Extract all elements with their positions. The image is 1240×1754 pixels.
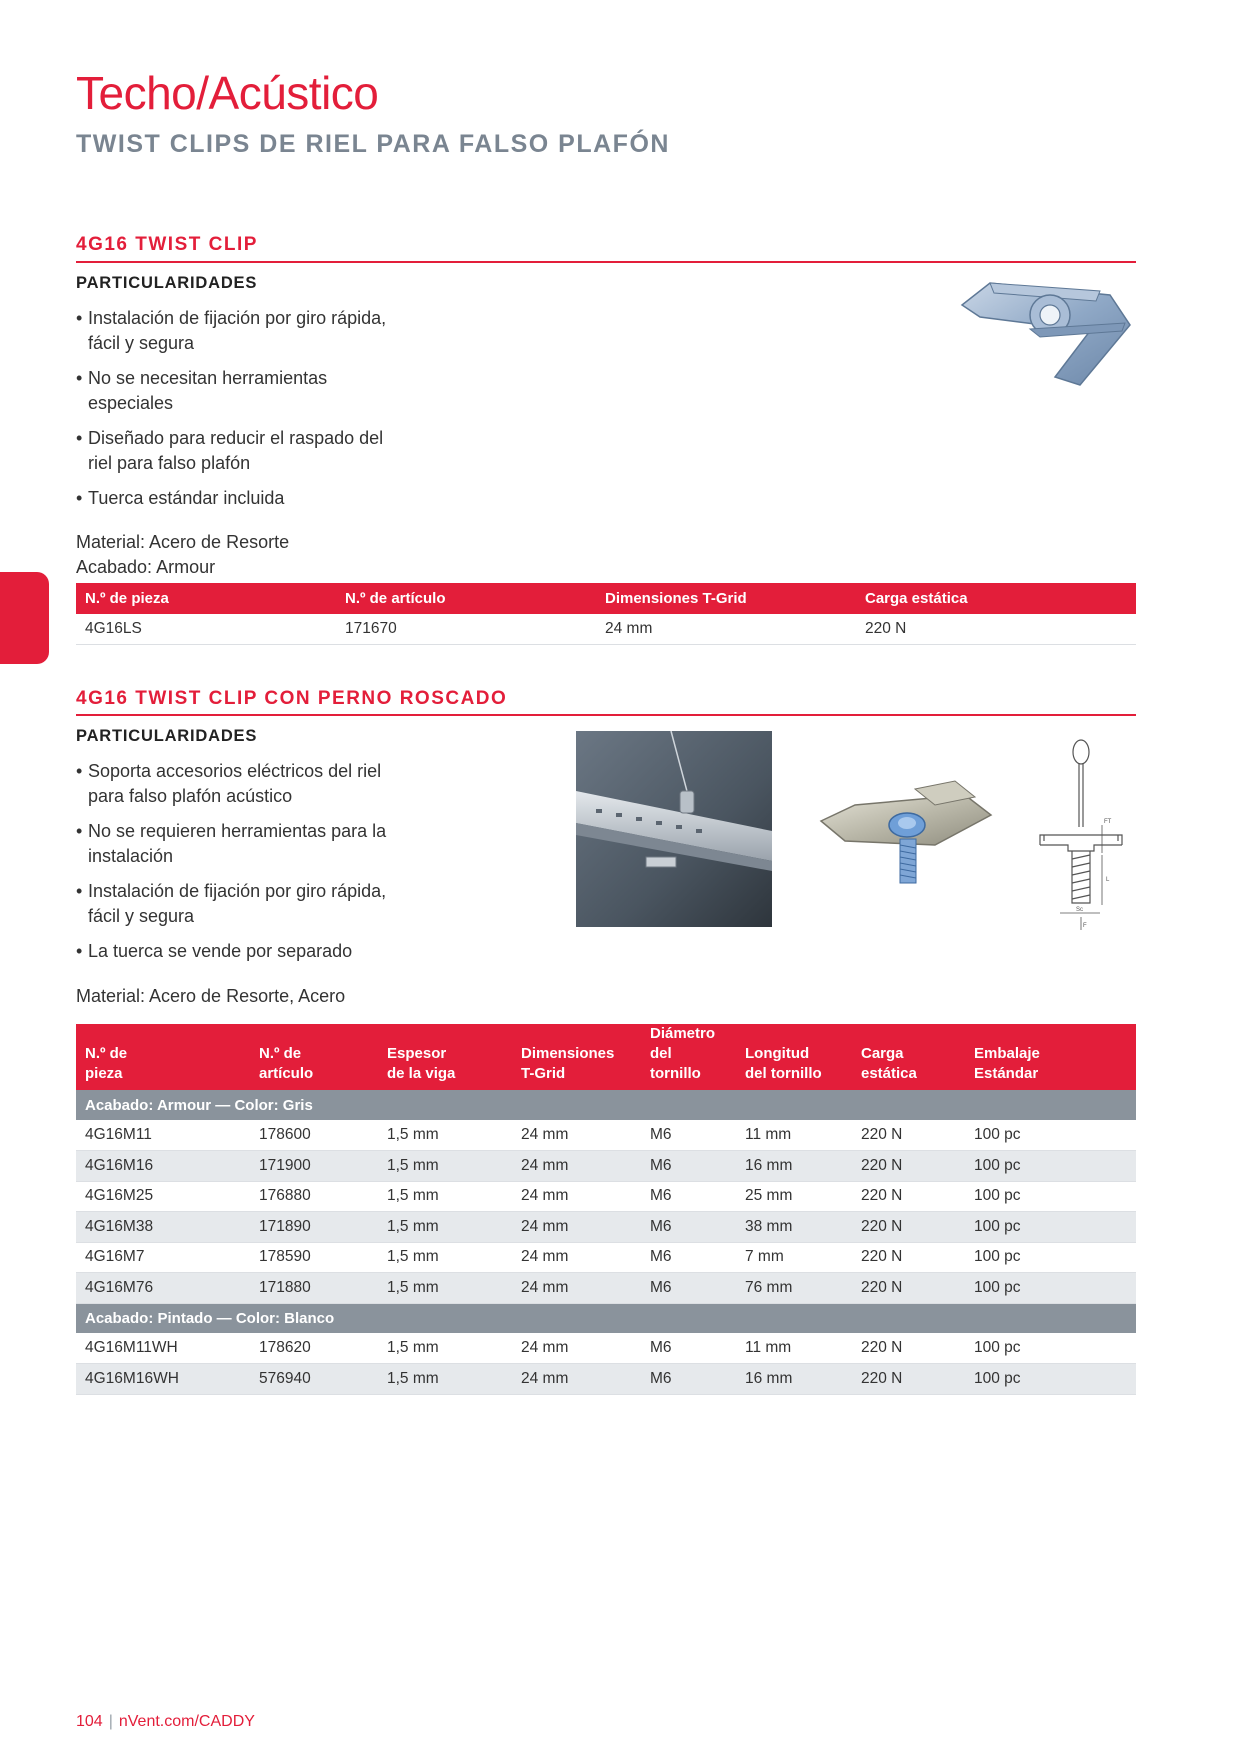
table-cell: 4G16M7 xyxy=(76,1242,250,1273)
table-cell: 24 mm xyxy=(512,1364,641,1395)
table-cell: 171670 xyxy=(336,614,596,645)
drawing-label-f: F xyxy=(1083,923,1087,929)
column-header: N.º de artículo xyxy=(336,583,596,614)
column-header: Longitud del tornillo xyxy=(736,1024,852,1090)
column-header: Diámetro del tornillo xyxy=(641,1024,736,1090)
table-cell: 100 pc xyxy=(965,1333,1136,1364)
table-cell: M6 xyxy=(641,1242,736,1273)
table-cell: 76 mm xyxy=(736,1273,852,1304)
table-group-row xyxy=(76,1303,1136,1333)
table-cell: 4G16M16WH xyxy=(76,1364,250,1395)
table-cell: 24 mm xyxy=(512,1273,641,1304)
table-cell: 24 mm xyxy=(512,1151,641,1182)
column-header: N.º de artículo xyxy=(250,1024,378,1090)
drawing-label-l: L xyxy=(1106,877,1110,883)
table-cell: 24 mm xyxy=(512,1181,641,1212)
feature-item: • Soporta accesorios eléctricos del riel para falso plafón acústico xyxy=(76,759,396,809)
table-row xyxy=(76,1364,1136,1395)
section1-spec-table xyxy=(76,583,1136,645)
table-cell: 1,5 mm xyxy=(378,1120,512,1151)
table-cell: 178620 xyxy=(250,1333,378,1364)
table-cell: 220 N xyxy=(852,1181,965,1212)
table-cell: 100 pc xyxy=(965,1151,1136,1182)
footer-url-link[interactable]: nVent.com/CADDY xyxy=(118,1713,255,1730)
table-cell: 4G16M76 xyxy=(76,1273,250,1304)
column-header: N.º de pieza xyxy=(76,583,336,614)
page-footer xyxy=(76,1713,255,1731)
table-cell: 1,5 mm xyxy=(378,1273,512,1304)
table-cell: M6 xyxy=(641,1364,736,1395)
technical-drawing xyxy=(1030,735,1140,930)
table-cell: 24 mm xyxy=(512,1120,641,1151)
table-cell: 1,5 mm xyxy=(378,1333,512,1364)
section1-finish: Acabado: Armour xyxy=(76,557,216,577)
table-cell: 1,5 mm xyxy=(378,1181,512,1212)
table-cell: 178600 xyxy=(250,1120,378,1151)
column-header: Embalaje Estándar xyxy=(965,1024,1136,1090)
table-cell: 1,5 mm xyxy=(378,1364,512,1395)
section1-material: Material: Acero de Resorte xyxy=(76,532,290,552)
table-cell: 4G16LS xyxy=(76,614,336,645)
section1-divider xyxy=(76,261,1136,263)
table-row xyxy=(76,1242,1136,1273)
section2-spec-table xyxy=(76,1024,1136,1395)
table-cell: M6 xyxy=(641,1120,736,1151)
feature-item: • Diseñado para reducir el raspado del riel para falso plafón xyxy=(76,426,396,476)
section1-feature-list xyxy=(76,306,396,521)
table-cell: 100 pc xyxy=(965,1120,1136,1151)
table-cell: M6 xyxy=(641,1151,736,1182)
section1-title: 4G16 TWIST CLIP xyxy=(76,234,258,255)
section2-material: Material: Acero de Resorte, Acero xyxy=(76,986,346,1006)
table-cell: 100 pc xyxy=(965,1242,1136,1273)
feature-item: • Tuerca estándar incluida xyxy=(76,486,396,511)
table-row xyxy=(76,1333,1136,1364)
table-cell: M6 xyxy=(641,1273,736,1304)
page-subtitle: TWIST CLIPS DE RIEL PARA FALSO PLAFÓN xyxy=(76,130,670,158)
table-cell: 1,5 mm xyxy=(378,1212,512,1243)
table-cell: 220 N xyxy=(852,1273,965,1304)
table-row xyxy=(76,1181,1136,1212)
table-cell: M6 xyxy=(641,1333,736,1364)
column-header: Carga estática xyxy=(852,1024,965,1090)
table-cell: 4G16M11WH xyxy=(76,1333,250,1364)
table-cell: 220 N xyxy=(852,1364,965,1395)
section2-divider xyxy=(76,714,1136,716)
table-cell: 38 mm xyxy=(736,1212,852,1243)
table-cell: 7 mm xyxy=(736,1242,852,1273)
table-cell: 1,5 mm xyxy=(378,1242,512,1273)
table-cell: 220 N xyxy=(852,1120,965,1151)
twist-clip-product-image xyxy=(950,265,1150,405)
page-title: Techo/Acústico xyxy=(76,67,379,119)
table-cell: 4G16M25 xyxy=(76,1181,250,1212)
table-cell: 178590 xyxy=(250,1242,378,1273)
table-cell: 100 pc xyxy=(965,1364,1136,1395)
table-cell: 24 mm xyxy=(512,1333,641,1364)
section2-title: 4G16 TWIST CLIP CON PERNO ROSCADO xyxy=(76,688,508,709)
table-cell: 24 mm xyxy=(512,1212,641,1243)
section2-features-heading: PARTICULARIDADES xyxy=(76,727,258,745)
group-label: Acabado: Armour — Color: Gris xyxy=(76,1090,1136,1120)
table-row xyxy=(76,1212,1136,1243)
table-cell: 220 N xyxy=(852,1151,965,1182)
column-header: Dimensiones T-Grid xyxy=(512,1024,641,1090)
section2-feature-list xyxy=(76,759,396,974)
column-header: Carga estática xyxy=(856,583,1136,614)
footer-separator: | xyxy=(108,1713,113,1730)
section1-features-heading: PARTICULARIDADES xyxy=(76,274,258,292)
feature-item: • Instalación de fijación por giro rápida, fácil y segura xyxy=(76,306,396,356)
table-cell: 100 pc xyxy=(965,1273,1136,1304)
table-cell: 11 mm xyxy=(736,1120,852,1151)
table-cell: M6 xyxy=(641,1181,736,1212)
group-label: Acabado: Pintado — Color: Blanco xyxy=(76,1303,1136,1333)
table-cell: 25 mm xyxy=(736,1181,852,1212)
feature-item: • La tuerca se vende por separado xyxy=(76,939,396,964)
table-group-row xyxy=(76,1090,1136,1120)
table-cell: 24 mm xyxy=(512,1242,641,1273)
table-row xyxy=(76,1273,1136,1304)
table-row xyxy=(76,1120,1136,1151)
page-number: 104 xyxy=(76,1713,103,1730)
table-cell: 1,5 mm xyxy=(378,1151,512,1182)
table-cell: 4G16M11 xyxy=(76,1120,250,1151)
table-cell: 176880 xyxy=(250,1181,378,1212)
table-row xyxy=(76,614,1136,645)
drawing-label-ft: FT xyxy=(1104,819,1112,825)
table-cell: 171900 xyxy=(250,1151,378,1182)
table-cell: M6 xyxy=(641,1212,736,1243)
table-cell: 171880 xyxy=(250,1273,378,1304)
table-cell: 220 N xyxy=(852,1212,965,1243)
table-cell: 4G16M16 xyxy=(76,1151,250,1182)
drawing-label-sc: Sc xyxy=(1076,907,1084,913)
table-cell: 24 mm xyxy=(596,614,856,645)
table-cell: 16 mm xyxy=(736,1364,852,1395)
installation-photo xyxy=(576,731,772,927)
column-header: Dimensiones T-Grid xyxy=(596,583,856,614)
table-cell: 220 N xyxy=(856,614,1136,645)
table-cell: 100 pc xyxy=(965,1212,1136,1243)
table-cell: 16 mm xyxy=(736,1151,852,1182)
table-cell: 220 N xyxy=(852,1333,965,1364)
table-cell: 11 mm xyxy=(736,1333,852,1364)
table-cell: 4G16M38 xyxy=(76,1212,250,1243)
feature-item: • No se necesitan herramientas especiales xyxy=(76,366,396,416)
threaded-bolt-clip-image xyxy=(815,775,995,900)
column-header: Espesor de la viga xyxy=(378,1024,512,1090)
column-header: N.º de pieza xyxy=(76,1024,250,1090)
feature-item: • Instalación de fijación por giro rápida, fácil y segura xyxy=(76,879,396,929)
table-cell: 171890 xyxy=(250,1212,378,1243)
feature-item: • No se requieren herramientas para la instalación xyxy=(76,819,396,869)
side-tab-marker xyxy=(0,572,49,664)
table-cell: 100 pc xyxy=(965,1181,1136,1212)
table-cell: 220 N xyxy=(852,1242,965,1273)
table-cell: 576940 xyxy=(250,1364,378,1395)
table-row xyxy=(76,1151,1136,1182)
